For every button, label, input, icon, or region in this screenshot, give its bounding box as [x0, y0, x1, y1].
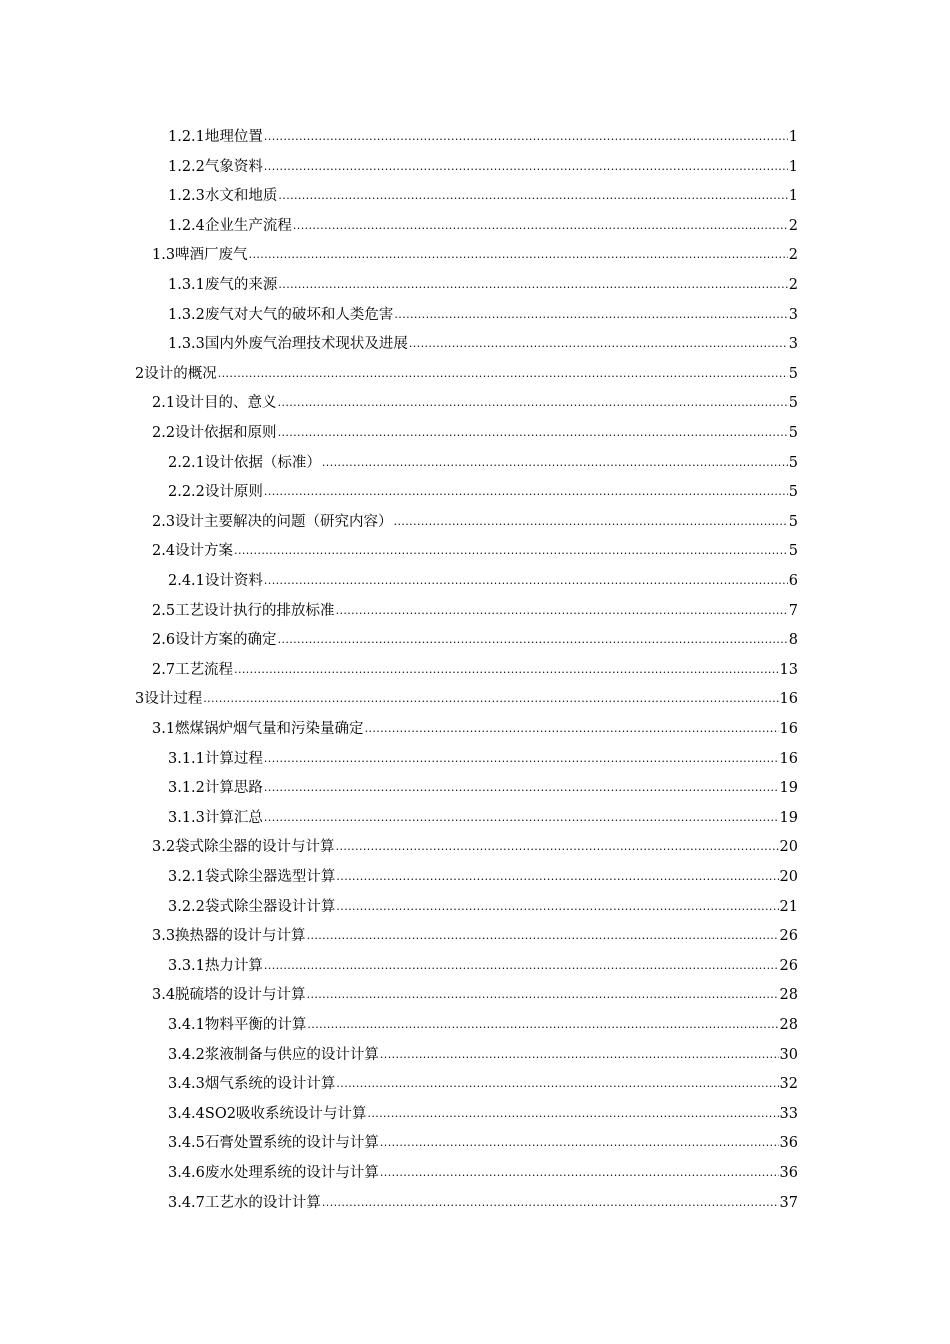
toc-entry[interactable]: [168, 330, 798, 360]
toc-entry-title: 2.1设计目的、意义: [152, 395, 277, 412]
toc-entry-title: 3.2.2袋式除尘器设计计算: [168, 898, 336, 915]
toc-dot-leader: [336, 892, 778, 922]
toc-entry-title: 2.6设计方案的确定: [152, 632, 277, 649]
toc-entry-title: 1.2.3水文和地质: [168, 188, 278, 205]
toc-entry-title: 1.3啤酒厂废气: [152, 247, 248, 264]
toc-entry-page-number: 8: [788, 632, 798, 649]
toc-entry[interactable]: [168, 478, 798, 508]
toc-dot-leader: [380, 1040, 779, 1070]
toc-dot-leader: [293, 211, 788, 241]
toc-entry-page-number: 2: [788, 247, 798, 264]
toc-dot-leader: [380, 1128, 779, 1158]
toc-dot-leader: [380, 1158, 779, 1188]
toc-entry-page-number: 26: [779, 957, 798, 974]
toc-entry-title: 2设计的概况: [135, 365, 217, 382]
toc-entry[interactable]: [168, 449, 798, 479]
toc-dot-leader: [278, 418, 788, 448]
toc-entry-title: 2.2.2设计原则: [168, 484, 263, 501]
toc-entry-page-number: 20: [779, 869, 798, 885]
toc-dot-leader: [367, 1099, 778, 1129]
toc-entry[interactable]: [152, 626, 798, 656]
toc-entry[interactable]: [168, 1041, 798, 1071]
toc-dot-leader: [278, 181, 787, 211]
toc-entry-page-number: 3: [788, 336, 798, 353]
toc-entry[interactable]: [152, 241, 798, 271]
toc-entry-page-number: 13: [779, 661, 798, 678]
toc-entry[interactable]: [135, 685, 798, 715]
toc-entry[interactable]: [168, 1189, 798, 1219]
toc-entry[interactable]: [152, 833, 798, 863]
toc-entry-title: 3.2袋式除尘器的设计与计算: [152, 839, 335, 856]
toc-dot-leader: [264, 566, 788, 596]
toc-entry-page-number: 36: [779, 1135, 798, 1152]
toc-entry-page-number: 1: [788, 188, 798, 205]
toc-dot-leader: [203, 684, 778, 714]
toc-entry[interactable]: [168, 1011, 798, 1041]
toc-entry-title: 3.4.1物料平衡的计算: [168, 1017, 307, 1033]
toc-entry-page-number: 1: [788, 158, 798, 175]
toc-entry[interactable]: [168, 1070, 798, 1100]
toc-entry[interactable]: [168, 952, 798, 982]
toc-dot-leader: [264, 803, 779, 833]
toc-entry-title: 3.3换热器的设计与计算: [152, 928, 306, 945]
toc-entry-title: 2.2设计依据和原则: [152, 425, 277, 441]
toc-dot-leader: [264, 951, 779, 981]
toc-dot-leader: [394, 300, 787, 330]
toc-dot-leader: [336, 1069, 778, 1099]
toc-entry-title: 3.4.5石膏处置系统的设计与计算: [168, 1135, 379, 1152]
toc-entry-title: 3.4.6废水处理系统的设计与计算: [168, 1165, 379, 1181]
toc-entry-page-number: 19: [779, 780, 798, 797]
toc-dot-leader: [234, 536, 788, 566]
toc-entry[interactable]: [152, 981, 798, 1011]
toc-dot-leader: [234, 655, 778, 685]
toc-dot-leader: [264, 477, 788, 507]
toc-entry-page-number: 33: [779, 1105, 798, 1122]
toc-entry[interactable]: [168, 182, 798, 212]
toc-entry-title: 3.1燃煤锅炉烟气量和污染量确定: [152, 721, 364, 737]
toc-entry[interactable]: [152, 419, 798, 449]
toc-dot-leader: [394, 507, 788, 537]
toc-entry-page-number: 21: [779, 898, 798, 915]
toc-entry-title: 2.5工艺设计执行的排放标准: [152, 602, 335, 619]
toc-entry-page-number: 5: [788, 365, 798, 382]
toc-dot-leader: [307, 921, 779, 951]
toc-entry-page-number: 5: [788, 425, 798, 441]
toc-dot-leader: [278, 270, 787, 300]
toc-entry-title: 2.3设计主要解决的问题（研究内容）: [152, 513, 393, 530]
toc-entry-page-number: 5: [788, 484, 798, 501]
toc-entry[interactable]: [168, 123, 798, 153]
toc-entry-page-number: 20: [779, 839, 798, 856]
toc-entry-title: 2.4.1设计资料: [168, 573, 263, 589]
toc-entry[interactable]: [168, 1159, 798, 1189]
toc-entry-title: 1.3.2废气对大气的破坏和人类危害: [168, 306, 394, 323]
toc-entry[interactable]: [152, 715, 798, 745]
toc-entry-title: 3.1.1计算过程: [168, 750, 263, 767]
toc-entry[interactable]: [168, 212, 798, 242]
toc-entry-page-number: 7: [788, 602, 798, 619]
toc-entry-page-number: 16: [779, 750, 798, 767]
toc-entry-page-number: 2: [788, 277, 798, 293]
toc-dot-leader: [307, 980, 779, 1010]
toc-entry-page-number: 2: [788, 217, 798, 234]
toc-entry-page-number: 37: [779, 1194, 798, 1211]
toc-entry[interactable]: [152, 597, 798, 627]
toc-entry-page-number: 1: [788, 129, 798, 145]
toc-entry-title: 3.1.3计算汇总: [168, 809, 263, 826]
toc-entry-title: 2.7工艺流程: [152, 661, 234, 678]
toc-dot-leader: [264, 122, 788, 152]
toc-entry[interactable]: [152, 389, 798, 419]
toc-entry-title: 2.2.1设计依据（标准）: [168, 454, 321, 471]
toc-entry[interactable]: [168, 745, 798, 775]
toc-entry-page-number: 3: [788, 306, 798, 323]
toc-entry[interactable]: [168, 153, 798, 183]
toc-dot-leader: [264, 773, 779, 803]
toc-dot-leader: [278, 388, 788, 418]
toc-dot-leader: [409, 329, 788, 359]
toc-entry-page-number: 30: [779, 1046, 798, 1063]
toc-entry[interactable]: [168, 804, 798, 834]
toc-dot-leader: [307, 1010, 778, 1040]
toc-entry-title: 3.3.1热力计算: [168, 957, 263, 974]
toc-entry-page-number: 28: [779, 987, 798, 1004]
toc-entry[interactable]: [152, 656, 798, 686]
toc-entry-page-number: 5: [788, 395, 798, 412]
toc-entry-title: 1.2.4企业生产流程: [168, 217, 292, 234]
toc-entry[interactable]: [168, 271, 798, 301]
toc-entry-title: 3.4脱硫塔的设计与计算: [152, 987, 306, 1004]
toc-entry-page-number: 19: [779, 809, 798, 826]
toc-entry-title: 1.3.1废气的来源: [168, 277, 278, 293]
toc-entry-page-number: 6: [788, 573, 798, 589]
toc-entry[interactable]: [168, 774, 798, 804]
toc-entry-title: 1.3.3国内外废气治理技术现状及进展: [168, 336, 408, 353]
toc-entry[interactable]: [168, 567, 798, 597]
toc-entry[interactable]: [168, 301, 798, 331]
toc-entry[interactable]: [152, 508, 798, 538]
toc-entry-title: 1.2.2气象资料: [168, 158, 263, 175]
toc-entry-title: 3.4.3烟气系统的设计计算: [168, 1076, 336, 1093]
toc-dot-leader: [249, 240, 788, 270]
toc-entry[interactable]: [168, 1100, 798, 1130]
toc-entry-title: 1.2.1地理位置: [168, 129, 263, 145]
toc-entry-page-number: 36: [779, 1165, 798, 1181]
toc-entry-page-number: 28: [779, 1017, 798, 1033]
toc-dot-leader: [264, 152, 788, 182]
toc-entry-title: 3.1.2计算思路: [168, 780, 263, 797]
toc-entry-title: 3.4.4SO2吸收系统设计与计算: [168, 1105, 367, 1122]
toc-dot-leader: [278, 625, 788, 655]
toc-entry[interactable]: [135, 360, 798, 390]
toc-entry-title: 3.4.2浆液制备与供应的设计计算: [168, 1046, 379, 1063]
toc-entry[interactable]: [152, 537, 798, 567]
toc-entry-title: 2.4设计方案: [152, 543, 234, 560]
toc-entry[interactable]: [168, 893, 798, 923]
toc-dot-leader: [218, 359, 788, 389]
toc-dot-leader: [322, 448, 788, 478]
toc-entry-title: 3设计过程: [135, 691, 203, 708]
toc-dot-leader: [365, 714, 779, 744]
toc-dot-leader: [264, 744, 779, 774]
toc-entry-title: 3.2.1袋式除尘器选型计算: [168, 869, 336, 885]
toc-entry-title: 3.4.7工艺水的设计计算: [168, 1194, 321, 1211]
toc-entry-page-number: 26: [779, 928, 798, 945]
toc-entry-page-number: 16: [779, 721, 798, 737]
toc-entry[interactable]: [152, 922, 798, 952]
toc-entry-page-number: 5: [788, 454, 798, 471]
toc-dot-leader: [336, 596, 788, 626]
toc-entry-page-number: 5: [788, 543, 798, 560]
toc-dot-leader: [336, 832, 779, 862]
toc-entry-page-number: 32: [779, 1076, 798, 1093]
toc-entry[interactable]: [168, 1129, 798, 1159]
toc-entry[interactable]: [168, 863, 798, 893]
toc-entry-page-number: 16: [779, 691, 798, 708]
toc-dot-leader: [322, 1188, 779, 1218]
toc-dot-leader: [336, 862, 778, 892]
toc-entry-page-number: 5: [788, 513, 798, 530]
